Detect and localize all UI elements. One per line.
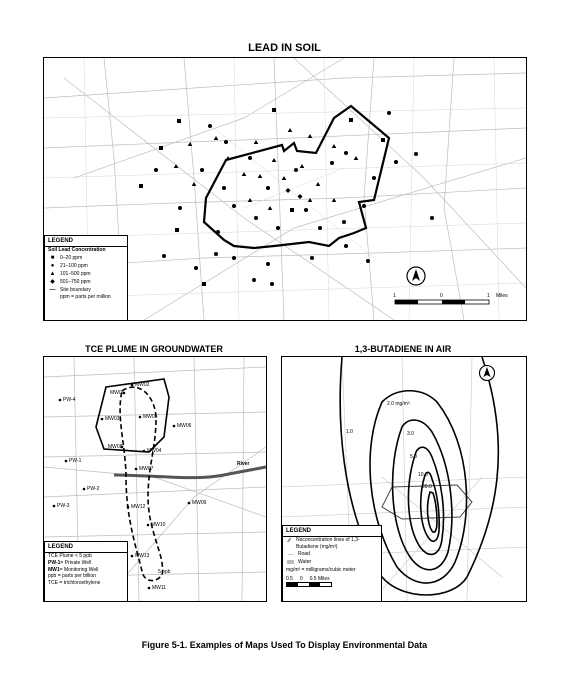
well-label: MW09 bbox=[192, 500, 207, 506]
tce-legend-item: PW-1 = Private Well bbox=[48, 559, 92, 566]
north-arrow-icon bbox=[407, 267, 425, 285]
well-label: MW03 bbox=[105, 416, 120, 422]
lead-map-panel bbox=[43, 57, 527, 321]
lead-legend-item: ◆ 501–750 ppm bbox=[50, 278, 91, 286]
well-label: MW12 bbox=[131, 504, 146, 510]
lead-map-title: LEAD IN SOIL bbox=[248, 42, 321, 54]
contour-label: 3.0 bbox=[407, 431, 414, 437]
contour-label: 10.0 bbox=[418, 472, 428, 478]
well-label: MW13 bbox=[135, 553, 150, 559]
lead-legend-note: ppm = parts per million bbox=[60, 294, 111, 301]
lead-scale-mid: 0 bbox=[440, 293, 443, 299]
well-label: PW-4 bbox=[63, 397, 76, 403]
well-label: MW02 bbox=[135, 382, 150, 388]
well-label: PW-2 bbox=[87, 486, 100, 492]
air-map-title: 1,3-BUTADIENE IN AIR bbox=[354, 344, 452, 354]
air-legend-heading: LEGEND bbox=[283, 526, 381, 537]
air-legend-item: mg/m³ = milligrams/cubic meter bbox=[286, 566, 356, 573]
tce-legend bbox=[44, 541, 128, 602]
figure-caption: Figure 5-1. Examples of Maps Used To Display Environmental Data bbox=[141, 640, 428, 650]
well-label: MW05 bbox=[143, 414, 158, 420]
tce-contour-label: 5 ppb bbox=[158, 569, 171, 575]
lead-legend-heading: LEGEND bbox=[45, 236, 127, 247]
lead-scale-right: 1 bbox=[487, 293, 490, 299]
tce-legend-item: TCE = trichloroethylene bbox=[48, 580, 101, 587]
air-legend bbox=[282, 525, 382, 602]
well-label: PW-1 bbox=[69, 458, 82, 464]
tce-legend-item: ppb = parts per billion bbox=[48, 573, 96, 580]
tce-legend-item: MW1 = Monitoring Well bbox=[48, 566, 99, 573]
well-label: MW07 bbox=[139, 466, 154, 472]
air-map-panel bbox=[281, 356, 527, 602]
air-legend-item: ∕∕ Noconcentration lines of 1,3-Butadiene (mg/m³) bbox=[288, 537, 360, 550]
lead-scale-bar bbox=[395, 300, 489, 304]
lead-legend-item: ▲ 101–500 ppm bbox=[49, 270, 91, 278]
tce-map-panel bbox=[43, 356, 267, 602]
lead-legend-item: ● 21–100 ppm bbox=[50, 262, 88, 269]
lead-legend bbox=[44, 235, 128, 321]
well-label: MW01 bbox=[110, 390, 125, 396]
contour-label: 2.0 mg/m³ bbox=[387, 401, 410, 407]
well-label: MW08 bbox=[108, 444, 123, 450]
air-legend-item: Water bbox=[283, 559, 381, 567]
lead-scale-left: 1 bbox=[393, 293, 396, 299]
tce-legend-heading: LEGEND bbox=[45, 542, 127, 553]
well-label: PW-3 bbox=[57, 503, 70, 509]
air-legend-item: — Road bbox=[287, 551, 310, 558]
well-label: MW04 bbox=[147, 448, 162, 454]
lead-scale-unit: Miles bbox=[496, 293, 508, 299]
lead-legend-item: ■ 0–20 ppm bbox=[50, 254, 83, 261]
lead-legend-item: — Site boundary bbox=[49, 286, 91, 294]
well-label: MW10 bbox=[151, 522, 166, 528]
river-label: River bbox=[237, 461, 250, 467]
north-arrow-icon bbox=[480, 366, 495, 381]
lead-legend-subheading: Soil Lead Concentration bbox=[48, 247, 106, 254]
contour-label: 1.0 bbox=[346, 429, 353, 435]
contour-label: 5.0 bbox=[410, 454, 417, 460]
contour-label: 20.0 bbox=[422, 484, 432, 490]
well-label: MW11 bbox=[152, 585, 167, 591]
air-scale-bar: 0.5 0 0.5 Miles bbox=[286, 575, 330, 582]
site-boundary bbox=[204, 106, 389, 248]
tce-legend-item: TCE Plume < 5 ppb bbox=[48, 553, 92, 560]
well-label: MW06 bbox=[177, 423, 192, 429]
tce-map-title: TCE PLUME IN GROUNDWATER bbox=[85, 344, 223, 354]
